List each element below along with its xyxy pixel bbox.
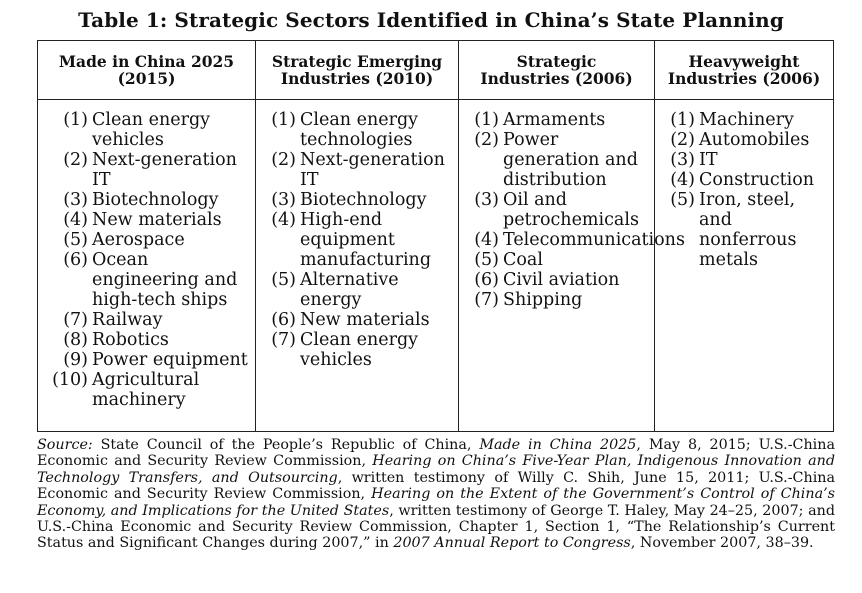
item-text: Agricultural machinery (92, 370, 200, 410)
item-text: Ocean engineering and high-tech ships (92, 250, 238, 310)
item-text: New materials (300, 310, 430, 330)
item-number: (1) (474, 110, 499, 130)
item-text: Clean energy vehicles (300, 330, 419, 370)
item-number: (6) (271, 310, 296, 330)
list-item (463, 110, 650, 130)
item-text: Clean energy technologies (300, 110, 419, 150)
header-heavyweight: Heavyweight Industries (2006) (655, 41, 834, 100)
list-item (463, 290, 650, 310)
column-cell (655, 100, 834, 432)
list-item (260, 210, 454, 270)
item-number: (1) (63, 110, 88, 130)
header-strategic-industries: Strategic Industries (2006) (459, 41, 655, 100)
list-item (42, 150, 251, 190)
item-text: IT (699, 150, 718, 170)
item-number: (3) (474, 190, 499, 210)
item-text: Aerospace (92, 230, 185, 250)
list-item (42, 350, 251, 370)
list-item (463, 130, 650, 190)
table-title: Table 1: Strategic Sectors Identified in China’s State Planning (78, 8, 784, 32)
list-item (42, 210, 251, 230)
item-text: Power equipment (92, 350, 248, 370)
source-note: Source: State Council of the People’s Republic of China, Made in China 2025, May 8, 2015; U.S.-China Economic and Security Review Commission, Hearing on China’s Five-Year Plan, Indigenous Innovation and Technology Transfers, and Outsourcing, written testimony of Willy C. Shih, June 15, 2011; U.S.-China Economic and Security Review Commission, Hearing on the Extent of the Government’s Control of China’s Economy, and Implications for the United States, written testimony of George T. Haley, May 24–25, 2007; and U.S.-China Economic and Security Review Commission, Chapter 1, Section 1, “The Relationship’s Current Status and Significant Changes during 2007,” in 2007 Annual Report to Congress, November 2007, 38–39. (37, 437, 835, 552)
item-text: Power generation and distribution (503, 130, 638, 190)
list-item (659, 190, 829, 270)
list-item (42, 110, 251, 150)
item-number: (3) (271, 190, 296, 210)
header-made-in-china-2025: Made in China 2025 (2015) (38, 41, 256, 100)
item-number: (5) (670, 190, 695, 210)
item-number: (8) (63, 330, 88, 350)
item-number: (1) (271, 110, 296, 130)
sectors-table (37, 40, 834, 432)
list-item (260, 150, 454, 190)
item-number: (10) (52, 370, 88, 390)
item-number: (5) (474, 250, 499, 270)
list-item (659, 150, 829, 170)
item-text: Automobiles (699, 130, 810, 150)
item-number: (5) (271, 270, 296, 290)
header-row (38, 41, 834, 100)
list-item (463, 230, 685, 250)
list-item (42, 330, 251, 350)
item-text: Shipping (503, 290, 583, 310)
item-number: (6) (474, 270, 499, 290)
item-number: (5) (63, 230, 88, 250)
list-item (42, 190, 251, 210)
item-number: (4) (670, 170, 695, 190)
list-item (463, 250, 650, 270)
item-number: (2) (271, 150, 296, 170)
list-item (260, 270, 454, 310)
list-item (260, 330, 454, 370)
item-text: Railway (92, 310, 163, 330)
item-text: Biotechnology (92, 190, 219, 210)
list-item (260, 110, 454, 150)
list-item (42, 230, 251, 250)
item-text: Biotechnology (300, 190, 427, 210)
item-number: (2) (670, 130, 695, 150)
item-number: (1) (670, 110, 695, 130)
item-text: Telecommunications (503, 230, 685, 250)
item-text: Armaments (503, 110, 606, 130)
list-item (42, 370, 251, 410)
item-number: (4) (63, 210, 88, 230)
list-item (659, 110, 829, 130)
item-text: Alternative energy (300, 270, 399, 310)
list-item (260, 310, 454, 330)
column-cell (38, 100, 256, 432)
list-item (463, 190, 650, 230)
column-cell (459, 100, 685, 432)
list-item (42, 250, 251, 310)
list-item (260, 190, 454, 210)
item-number: (7) (474, 290, 499, 310)
item-number: (9) (63, 350, 88, 370)
item-text: Clean energy vehicles (92, 110, 211, 150)
item-text: Civil aviation (503, 270, 620, 290)
item-number: (3) (63, 190, 88, 210)
item-text: Coal (503, 250, 543, 270)
item-text: New materials (92, 210, 222, 230)
item-text: Oil and petrochemicals (503, 190, 639, 230)
item-number: (6) (63, 250, 88, 270)
item-number: (7) (63, 310, 88, 330)
item-number: (2) (63, 150, 88, 170)
item-number: (4) (474, 230, 499, 250)
item-number: (7) (271, 330, 296, 350)
item-text: Robotics (92, 330, 169, 350)
item-number: (4) (271, 210, 296, 230)
item-text: Construction (699, 170, 815, 190)
list-item (659, 170, 829, 190)
item-number: (2) (474, 130, 499, 150)
item-text: High-end equipment manufacturing (300, 210, 432, 270)
body-row (38, 100, 834, 432)
item-text: Next-generation IT (92, 150, 237, 190)
item-number: (3) (670, 150, 695, 170)
item-text: Machinery (699, 110, 794, 130)
list-item (463, 270, 650, 290)
list-item (659, 130, 829, 150)
column-cell (256, 100, 459, 432)
item-text: Next-generation IT (300, 150, 445, 190)
item-text: Iron, steel, and nonferrous metals (699, 190, 797, 270)
header-strategic-emerging: Strategic Emerging Industries (2010) (256, 41, 459, 100)
list-item (42, 310, 251, 330)
